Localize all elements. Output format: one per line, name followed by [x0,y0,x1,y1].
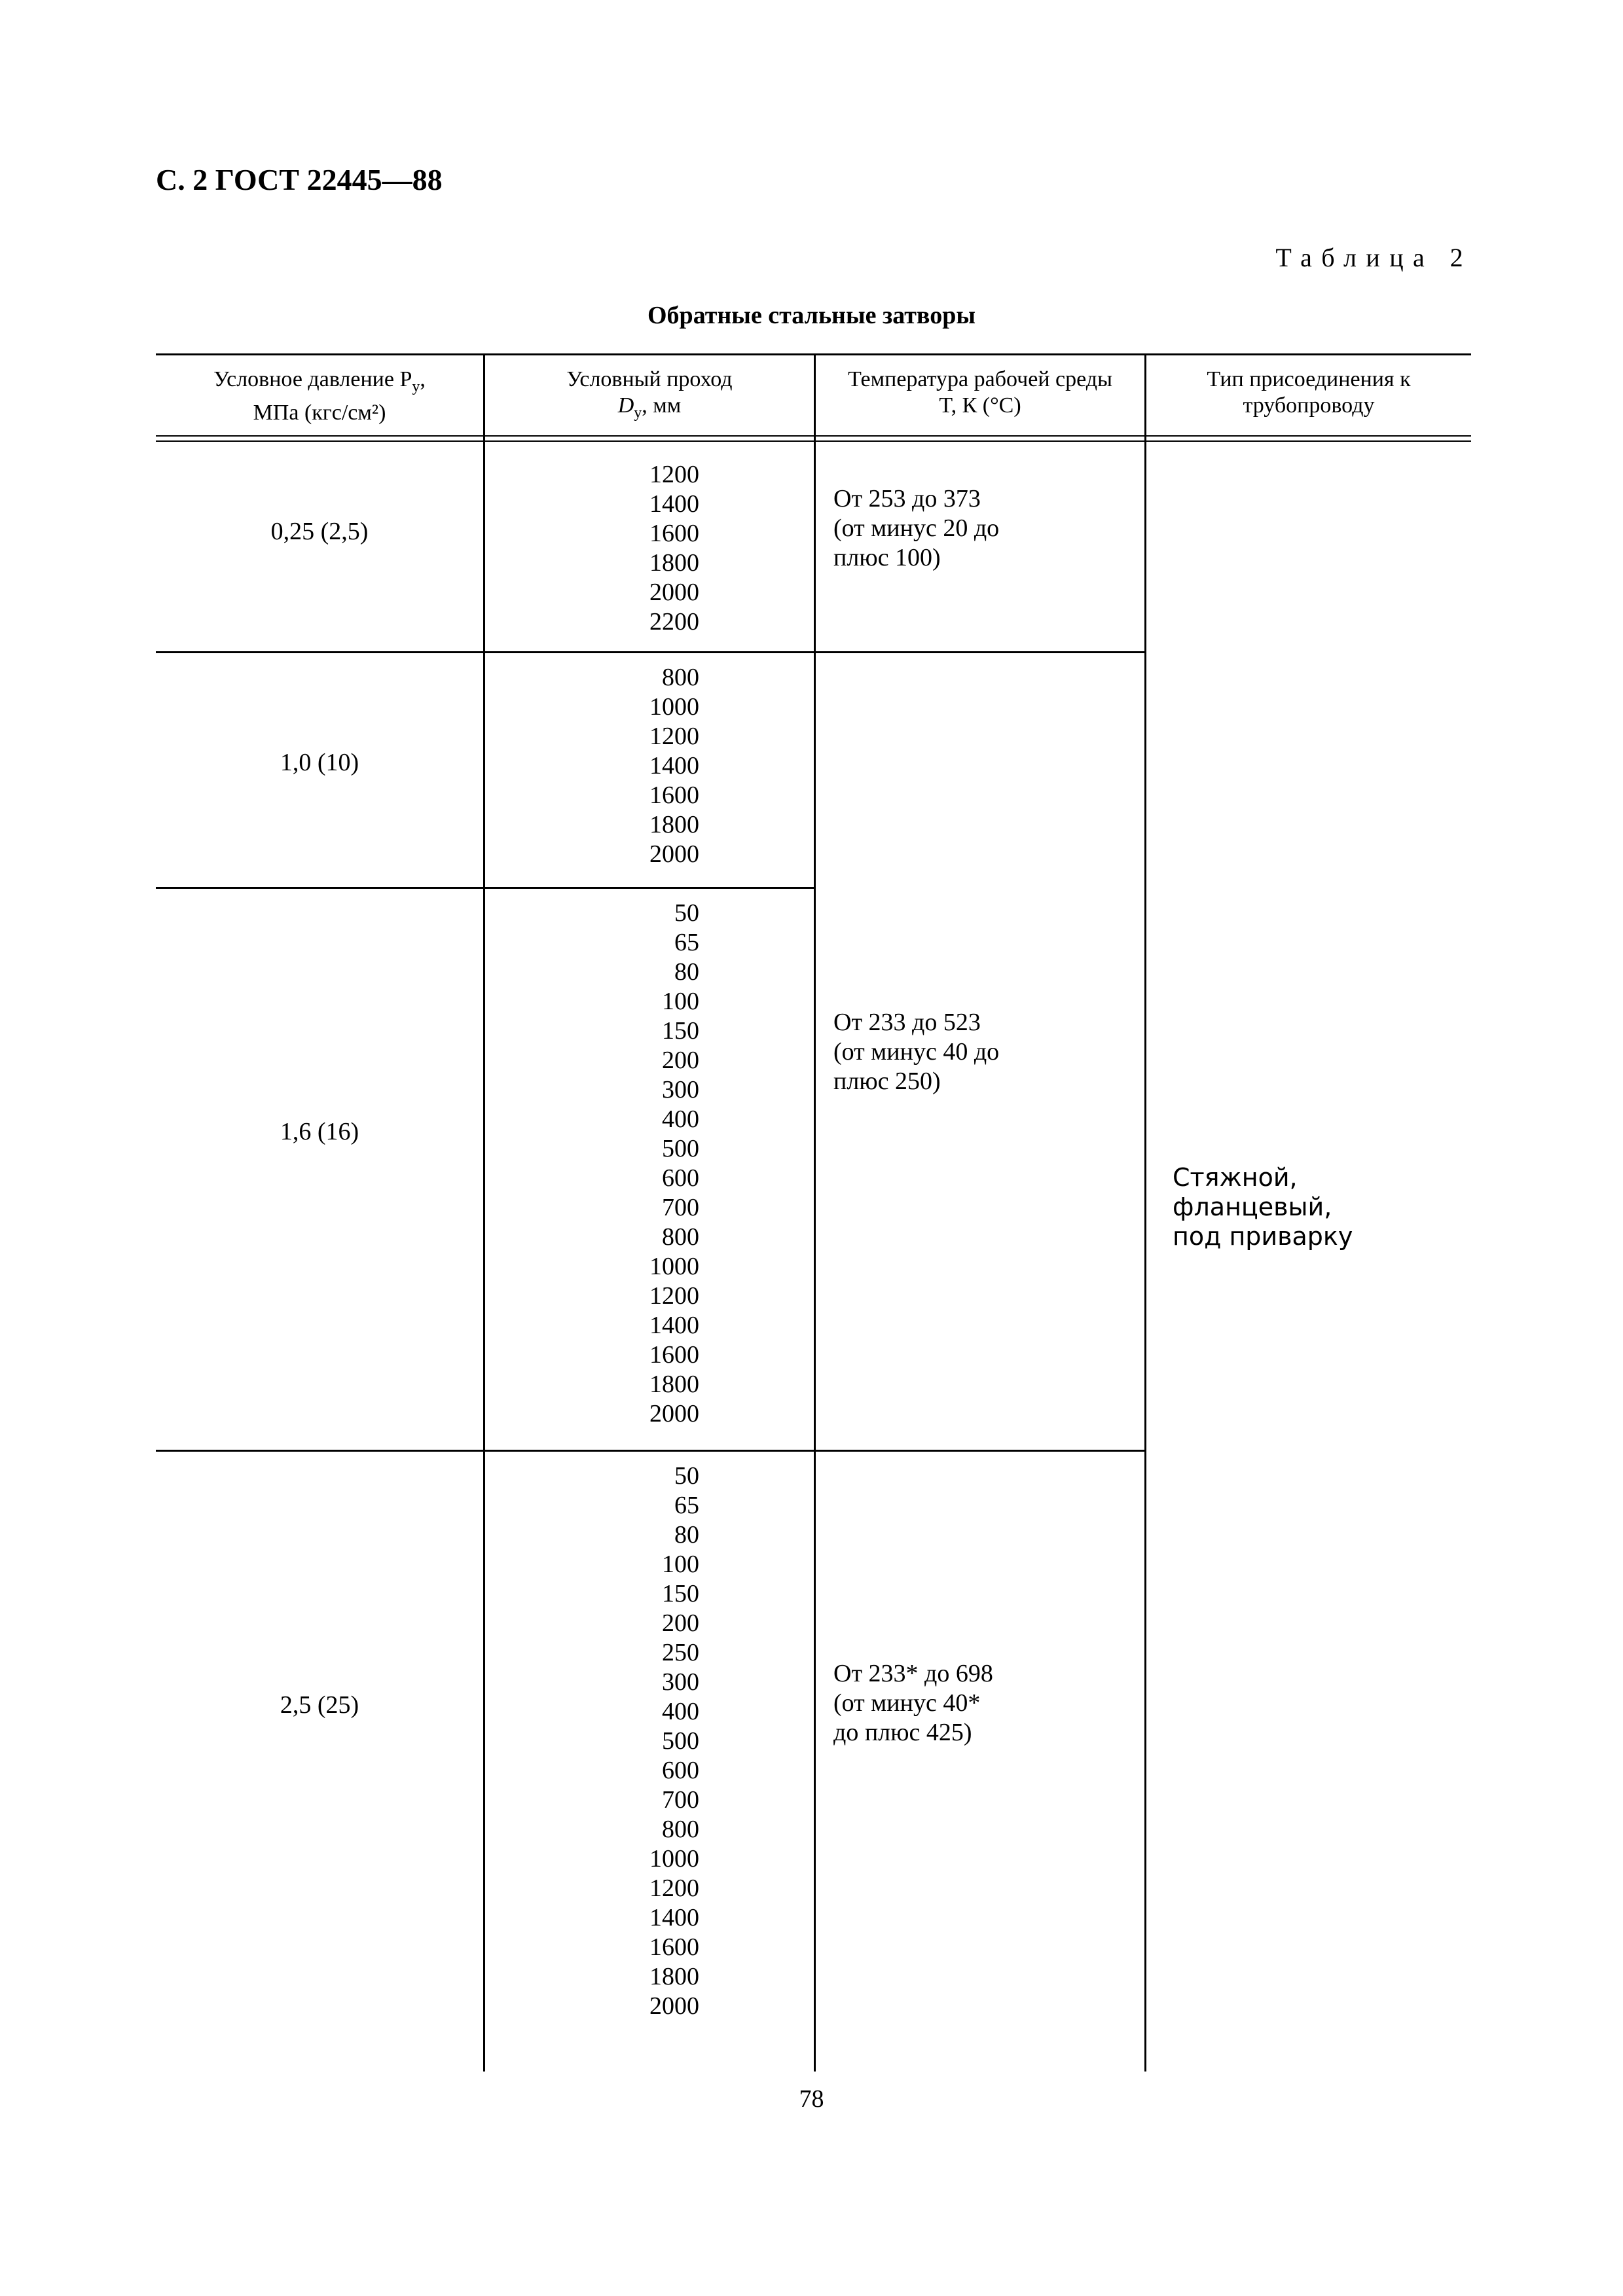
header-connection: Тип присоединения к трубопроводу [1207,367,1411,418]
bore-list [485,663,699,869]
pressure-cell: 0,25 (2,5) [270,518,369,545]
bore-value: 1800 [649,811,699,838]
pressure-cell: 1,6 (16) [280,1118,359,1145]
bore-value: 65 [674,929,699,956]
bore-value: 1200 [649,723,699,750]
bore-value: 1600 [649,520,699,547]
bore-value: 50 [674,899,699,927]
bore-value: 1800 [649,549,699,577]
bore-value: 1600 [649,1933,699,1961]
bore-value: 300 [662,1076,699,1103]
bore-value: 2200 [649,608,699,636]
bore-value: 150 [662,1017,699,1045]
temperature-cell: От 233* до 698 (от минус 40* до плюс 425) [833,1660,993,1746]
bore-value: 100 [662,988,699,1015]
bore-value: 1400 [649,490,699,518]
bore-value: 2000 [649,579,699,606]
table-title: Обратные стальные затворы [647,302,976,329]
bore-value: 800 [662,1223,699,1251]
bore-value: 600 [662,1164,699,1192]
bore-value: 1200 [649,1874,699,1902]
bore-value: 80 [674,958,699,986]
bore-value: 2000 [649,840,699,868]
bore-value: 50 [674,1462,699,1490]
bore-value: 1400 [649,752,699,780]
header-pressure: Условное давление $P_у$, МПа (кгс/см²) [213,367,426,425]
bore-list [485,460,699,637]
bore-value: 250 [662,1639,699,1666]
data-table [156,353,1471,2072]
bore-value: 1000 [649,1253,699,1280]
column-divider [1144,353,1146,2072]
row-divider [156,887,814,889]
bore-value: 800 [662,664,699,691]
temperature-cell: От 253 до 373 (от минус 20 до плюс 100) [833,485,1000,571]
bore-value: 1600 [649,781,699,809]
page-header: С. 2 ГОСТ 22445—88 [156,163,443,196]
temperature-cell: От 233 до 523 (от минус 40 до плюс 250) [833,1009,1000,1095]
connection-cell: Стяжной, фланцевый, под приварку [1173,1163,1353,1251]
pressure-cell: 1,0 (10) [280,749,359,776]
column-divider [814,353,816,2072]
bore-value: 800 [662,1816,699,1843]
bore-value: 2000 [649,1992,699,2020]
header-temperature: Температура рабочей среды T, К (°С) [848,367,1112,418]
bore-value: 150 [662,1580,699,1607]
bore-value: 400 [662,1105,699,1133]
bore-value: 100 [662,1551,699,1578]
bore-value: 1400 [649,1904,699,1931]
bore-value: 700 [662,1786,699,1814]
row-divider [156,651,1145,653]
bore-value: 400 [662,1698,699,1725]
bore-value: 2000 [649,1400,699,1427]
bore-value: 500 [662,1727,699,1755]
bore-list [485,899,699,1429]
table-label: Таблица 2 [1275,243,1472,272]
bore-value: 600 [662,1757,699,1784]
bore-value: 80 [674,1521,699,1549]
bore-value: 300 [662,1668,699,1696]
page-number: 78 [799,2085,824,2113]
bore-value: 1400 [649,1312,699,1339]
pressure-cell: 2,5 (25) [280,1691,359,1719]
bore-value: 1600 [649,1341,699,1369]
bore-value: 1800 [649,1371,699,1398]
bore-value: 1000 [649,1845,699,1873]
row-divider [156,1450,1145,1452]
bore-value: 65 [674,1492,699,1519]
bore-value: 200 [662,1609,699,1637]
bore-value: 1200 [649,1282,699,1310]
bore-value: 700 [662,1194,699,1221]
bore-list [485,1462,699,2021]
bore-value: 1000 [649,693,699,721]
bore-value: 1200 [649,461,699,488]
bore-value: 200 [662,1047,699,1074]
header-nominal-bore: Условный проход $D_у$, мм [566,367,733,422]
bore-value: 1800 [649,1963,699,1990]
bore-value: 500 [662,1135,699,1162]
